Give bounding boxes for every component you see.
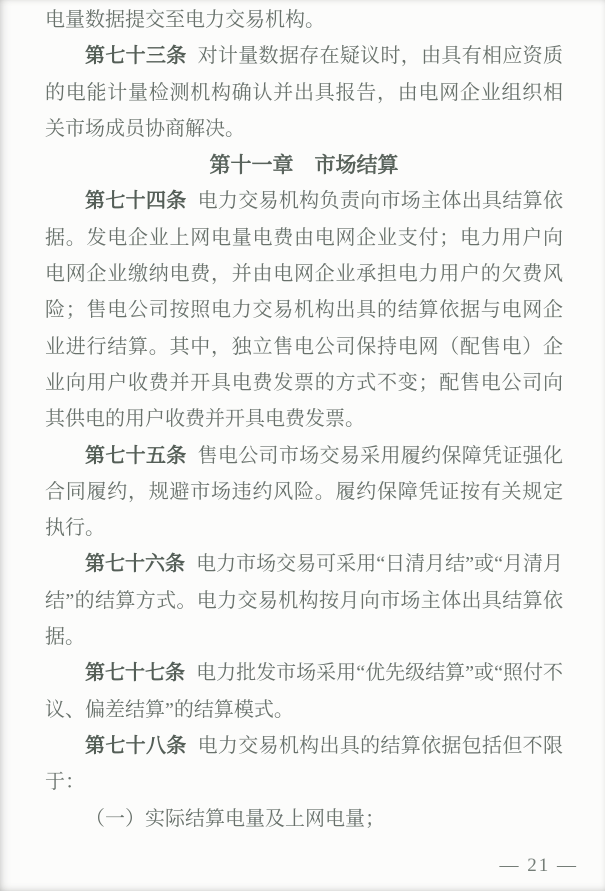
article-78-text: 电力交易机构出具的结算依据包括但不限于： bbox=[45, 734, 564, 794]
article-77 bbox=[45, 655, 563, 728]
article-74-number: 第七十四条 bbox=[85, 190, 187, 213]
article-76-number: 第七十六条 bbox=[85, 553, 186, 576]
article-75-text: 售电公司市场交易采用履约保障凭证强化合同履约，规避市场违约风险。履约保障凭证按有关规定执行。 bbox=[45, 444, 564, 540]
continuation-line: 电量数据提交至电力交易机构。 bbox=[45, 9, 325, 31]
page-number: — 21 — bbox=[499, 855, 578, 876]
article-77-text: 电力批发市场采用“优先级结算”或“照付不议、偏差结算”的结算模式。 bbox=[45, 662, 563, 721]
document-content bbox=[45, 2, 563, 837]
chapter-heading: 第十一章 市场结算 bbox=[209, 153, 399, 178]
article-73 bbox=[45, 38, 563, 147]
list-item-1: （一）实际结算电量及上网电量； bbox=[85, 807, 385, 830]
article-77-number: 第七十七条 bbox=[85, 662, 186, 685]
article-75-number: 第七十五条 bbox=[85, 444, 187, 467]
article-73-text: 对计量数据存在疑议时，由具有相应资质的电能计量检测机构确认并出具报告，由电网企业组织相关市场成员协商解决。 bbox=[45, 45, 564, 140]
article-78 bbox=[45, 728, 563, 801]
article-75 bbox=[45, 438, 563, 547]
article-74-text: 电力交易机构负责向市场主体出具结算依据。发电企业上网电量电费由电网企业支付；电力用户向电网企业缴纳电费，并由电网企业承担电力用户的欠费风险；售电公司按照电力交易机构出具的结算依据与电网企业进行结算。其中，独立售电公司保持电网（配售电）企业向用户收费并开具电费发票的方式不变；配售电公司向其供电的用户收费并开具电费发票。 bbox=[45, 190, 564, 431]
article-78-number: 第七十八条 bbox=[85, 734, 187, 757]
article-73-number: 第七十三条 bbox=[85, 45, 187, 68]
article-74 bbox=[45, 183, 563, 437]
article-76 bbox=[45, 546, 563, 655]
article-76-text: 电力市场交易可采用“日清月结”或“月清月结”的结算方式。电力交易机构按月向市场主体出具结算依据。 bbox=[45, 553, 563, 649]
